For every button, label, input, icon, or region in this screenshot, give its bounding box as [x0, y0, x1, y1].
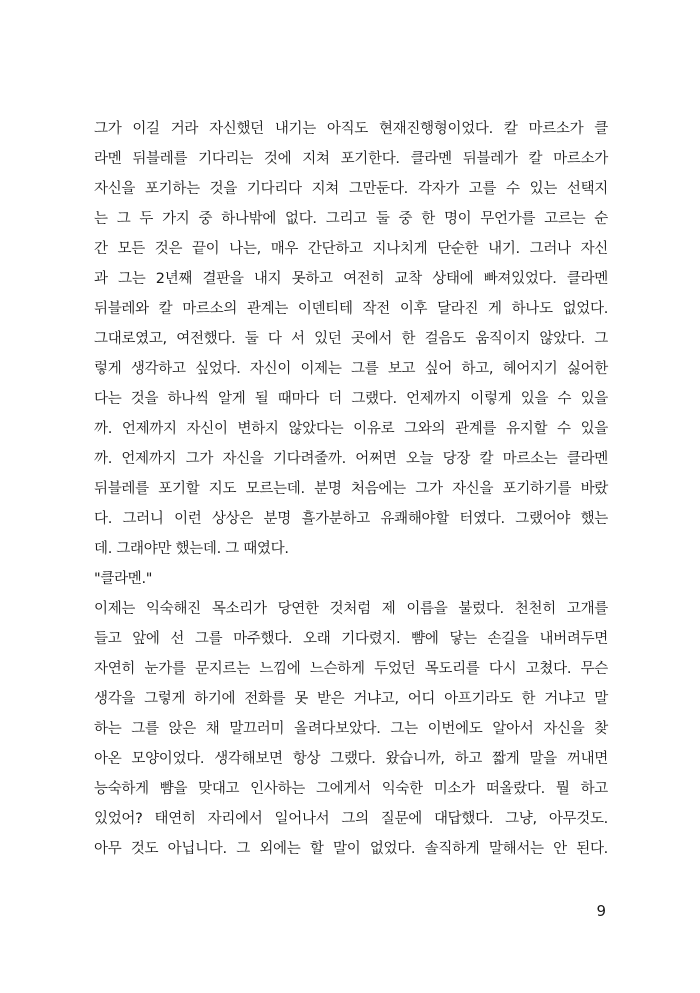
page-number: 9 — [596, 902, 606, 920]
text-line: 다는 것을 하나씩 알게 될 때마다 더 그랬다. 언제까지 이렇게 있을 수 있을 — [94, 391, 608, 407]
text-line: 뒤블레를 포기할 지도 모르는데. 분명 처음에는 그가 자신을 포기하기를 바랐 — [94, 481, 608, 497]
text-line: 는 그 두 가지 중 하나밖에 없다. 그리고 둘 중 한 명이 무언가를 고르는 순 — [94, 211, 608, 227]
text-line: 까. 언제까지 자신이 변하지 않았다는 이유로 그와의 관계를 유지할 수 있을 — [94, 421, 608, 437]
text-line: 라멘 뒤블레를 기다리는 것에 지쳐 포기한다. 클라멘 뒤블레가 칼 마르소가 — [94, 151, 608, 167]
text-line: 자신을 포기하는 것을 기다리다 지쳐 그만둔다. 각자가 고를 수 있는 선택지 — [94, 181, 608, 197]
text-line: 다. 그러니 이런 상상은 분명 흘가분하고 유쾌해야할 터였다. 그랬어야 했는 — [94, 511, 608, 527]
text-line: 데. 그래야만 했는데. 그 때였다. — [94, 541, 289, 557]
text-line: 까. 언제까지 그가 자신을 기다려줄까. 어쩌면 오늘 당장 칼 마르소는 클라멘 — [94, 451, 608, 467]
text-line: 간 모든 것은 끝이 나는, 매우 간단하고 지나치게 단순한 내기. 그러나 자신 — [94, 241, 608, 257]
text-line: 있었어? 태연히 자리에서 일어나서 그의 질문에 대답했다. 그냥, 아무것도. — [94, 811, 608, 827]
text-line: 그가 이길 거라 자신했던 내기는 아직도 현재진행형이었다. 칼 마르소가 클 — [94, 121, 608, 137]
text-line: 렇게 생각하고 싶었다. 자신이 이제는 그를 보고 싶어 하고, 헤어지기 싫어한 — [94, 361, 608, 377]
text-line: 이제는 익숙해진 목소리가 당연한 것처럼 제 이름을 불렀다. 천천히 고개를 — [94, 601, 608, 617]
text-line: 아온 모양이었다. 생각해보면 항상 그랬다. 왔습니까, 하고 짧게 말을 꺼내면 — [94, 751, 608, 767]
text-line: 자연히 눈가를 문지르는 느낌에 느슨하게 두었던 목도리를 다시 고쳤다. 무슨 — [94, 661, 608, 677]
text-line: 뒤블레와 칼 마르소의 관계는 이덴티테 작전 이후 달라진 게 하나도 없었다. — [94, 301, 608, 317]
body-text — [94, 114, 608, 864]
text-line: 과 그는 2년째 결판을 내지 못하고 여전히 교착 상태에 빠져있었다. 클라멘 — [94, 271, 608, 287]
text-line: 하는 그를 앉은 채 말끄러미 올려다보았다. 그는 이번에도 알아서 자신을 찾 — [94, 721, 608, 737]
text-line: 생각을 그렇게 하기에 전화를 못 받은 거냐고, 어디 아프기라도 한 거냐고 말 — [94, 691, 608, 707]
text-line: 그대로였고, 여전했다. 둘 다 서 있던 곳에서 한 걸음도 움직이지 않았다. 그 — [94, 331, 608, 347]
text-line: 들고 앞에 선 그를 마주했다. 오래 기다렸지. 뺨에 닿는 손길을 내버려두면 — [94, 631, 608, 647]
text-line: 아무 것도 아닙니다. 그 외에는 할 말이 없었다. 솔직하게 말해서는 안 된다. — [94, 841, 608, 857]
text-line: 능숙하게 뺨을 맞대고 인사하는 그에게서 익숙한 미소가 떠올랐다. 뭘 하고 — [94, 781, 608, 797]
dialogue-line: "클라멘." — [94, 571, 153, 587]
